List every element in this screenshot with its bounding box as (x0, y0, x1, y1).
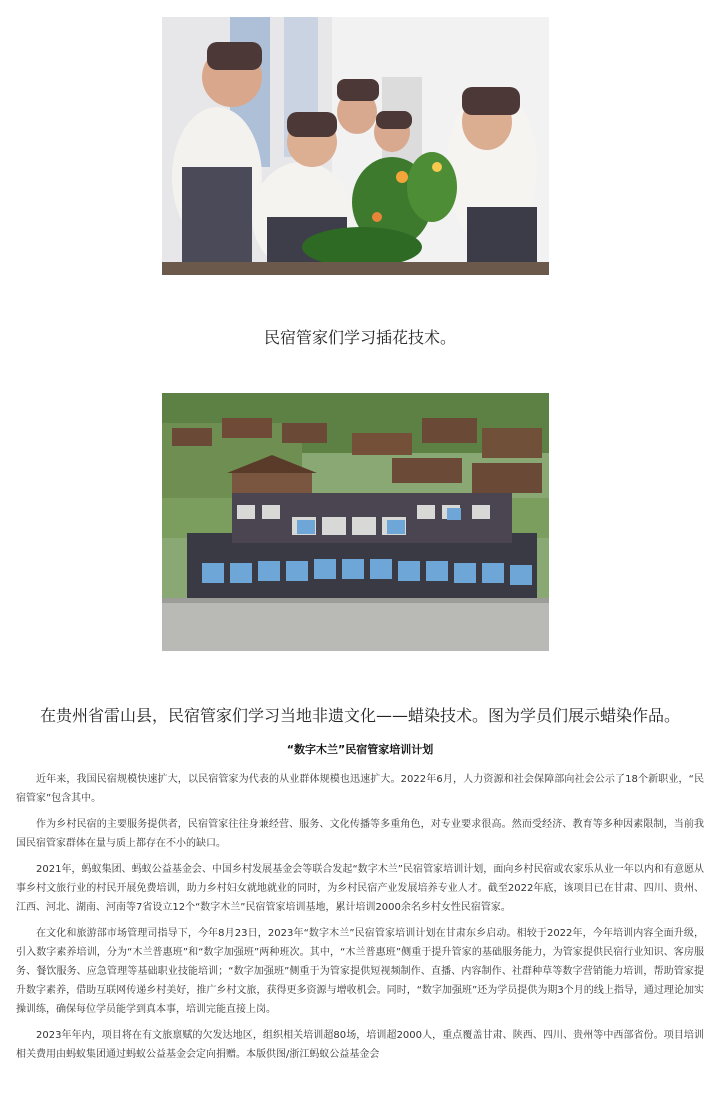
article-paragraph: 在文化和旅游部市场管理司指导下，今年8月23日，2023年“数字木兰”民宿管家培训计划在甘肃东乡启动。相较于2022年，今年培训内容全面升级，引入数字素养培训，分为“木兰普惠班”和“数字加强班”两种班次。其中，“木兰普惠班”侧重于提升管家的基础服务能力，为管家提供民宿行业知识、客房服务、餐饮服务、应急管理等基础职业技能培训；“数字加强班”侧重于为管家提供短视频制作、直播、内容制作、社群种草等数字营销能力培训，帮助管家提升数字素养，借助互联网传递乡村美好，推广乡村文旅，获得更多资源与增收机会。同时，“数字加强班”还为学员提供为期3个月的线上指导，通过理论加实操训练，确保每位学员能学到真本事，培训完能直接上岗。 (16, 928, 704, 1015)
article-paragraph: 近年来，我国民宿规模快速扩大，以民宿管家为代表的从业群体规模也迅速扩大。2022年6月，人力资源和社会保障部向社会公示了18个新职业，“民宿管家”包含其中。 (16, 774, 704, 804)
article-paragraph: 2023年年内，项目将在有文旅禀赋的欠发达地区，组织相关培训超80场，培训超2000人，重点覆盖甘肃、陕西、四川、贵州等中西部省份。项目培训相关费用由蚂蚁集团通过蚂蚁公益基金会定向捐赠。本版供图/浙江蚂蚁公益基金会 (16, 1030, 704, 1060)
article-body (16, 770, 704, 1071)
photo-caption: 在贵州省雷山县，民宿管家们学习当地非遗文化——蜡染技术。图为学员们展示蜡染作品。 (39, 706, 680, 725)
article-paragraph: 2021年，蚂蚁集团、蚂蚁公益基金会、中国乡村发展基金会等联合发起“数字木兰”民宿管家培训计划，面向乡村民宿或农家乐从业一年以内和有意愿从事乡村文旅行业的村民开展免费培训，助力乡村妇女就地就业的同时，为乡村民宿产业发展培养专业人才。截至2022年底，该项目已在甘肃、四川、贵州、江西、河北、湖南、河南等7省设立12个“数字木兰”民宿管家培训基地，累计培训2000余名乡村女性民宿管家。 (16, 864, 704, 913)
article-paragraph: 作为乡村民宿的主要服务提供者，民宿管家往往身兼经营、服务、文化传播等多重角色，对专业要求很高。然而受经济、教育等多种因素限制，当前我国民宿管家群体在量与质上都存在不小的缺口。 (16, 819, 704, 849)
flower-arranging-photo (162, 17, 549, 275)
batik-group-photo (162, 393, 549, 651)
article-title: “数字木兰”民宿管家培训计划 (286, 743, 434, 756)
photo-caption: 民宿管家们学习插花技术。 (263, 328, 456, 347)
